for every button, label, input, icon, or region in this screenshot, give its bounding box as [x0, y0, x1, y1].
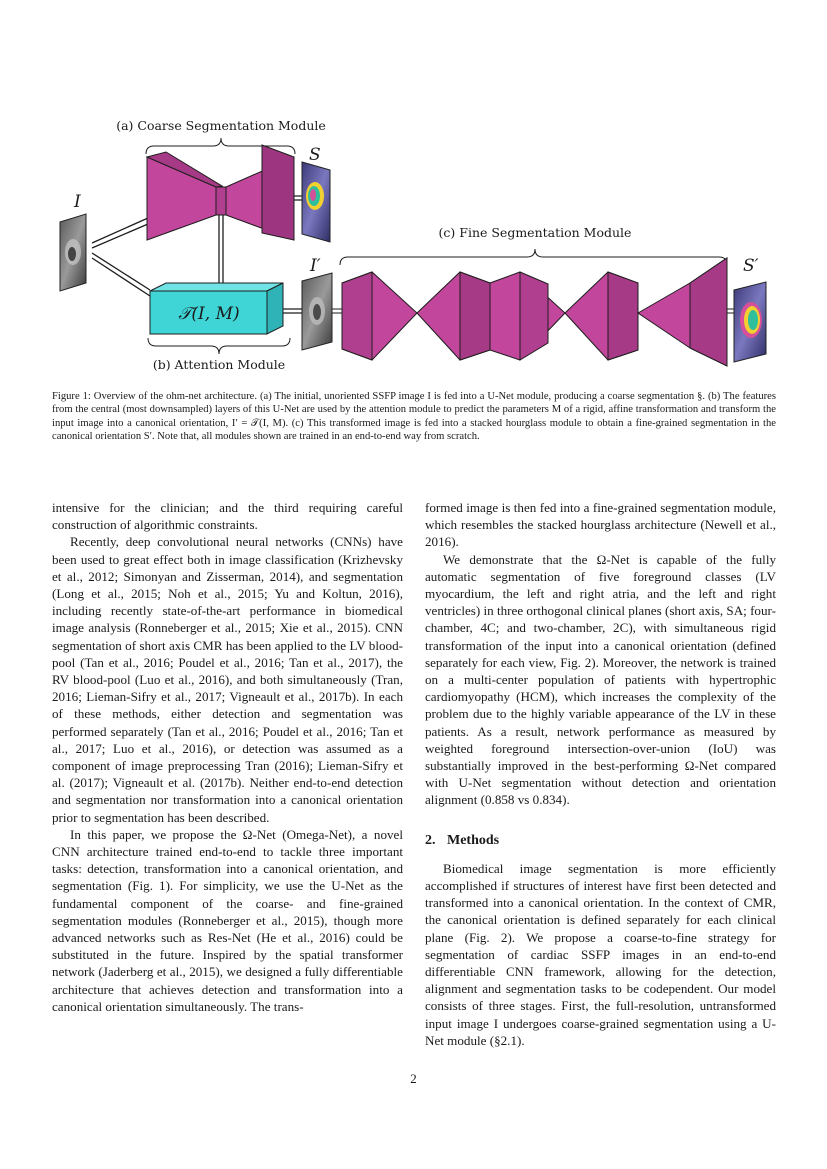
fine-module-label: (c) Fine Segmentation Module	[438, 225, 632, 240]
right-paragraph-2: We demonstrate that the Ω-Net is capable of the fully automatic segmentation of five foreground classes (LV myocardium, the left and right atria, and the left and right ventricles) in three orthogonal clinical planes (short axis, SA; four-chamber, 4C; and two-chamber, 2C), with simultaneous rigid transformation of the input into a canonical orientation (defined separately for each view, Fig. 2). Moreover, the network is trained on a multi-center population of patients with hypertrophic cardiomyopathy (HCM), which increases the complexity of the problem due to the highly variable appearance of the LV in these patients. As a result, network performance as measured by weighted foreground intersection-over-union (IoU) was substantially improved in the best-performing Ω-Net compared with U-Net segmentation without detection and orientation alignment (0.858 vs 0.834).	[425, 551, 776, 808]
fine-stacked-hourglass	[332, 258, 736, 366]
left-paragraph-3: In this paper, we propose the Ω-Net (Omega-Net), a novel CNN architecture trained end-to-end to tackle three important tasks: detection, transformation into a canonical orientation, and segmentation (Fig. 1). For simplicity, we use the U-Net as the fundamental component of the coarse- and fine-grained segmentation modules (Ronneberger et al., 2015), though more advanced networks such as Res-Net (He et al., 2016) could be substituted in the future. Inspired by the spatial transformer network (Jaderberg et al., 2015), we designed a fully differentiable architecture that achieves detection and transformation into a canonical orientation simultaneously. The trans-	[52, 826, 403, 1014]
coarse-module-label: (a) Coarse Segmentation Module	[116, 118, 326, 133]
caption-prefix: Figure 1:	[52, 391, 91, 402]
coarse-segmentation-image	[302, 162, 330, 242]
attention-module-brace	[148, 338, 290, 354]
page-number: 2	[410, 1071, 417, 1086]
coarse-unet	[147, 145, 294, 240]
fine-output-symbol: S′	[743, 256, 759, 276]
transformed-image-symbol: I′	[310, 256, 321, 276]
right-paragraph-3: Biomedical image segmentation is more efficiently accomplished if structures of interest have first been detected and transformed into a canonical orientation. In the context of CMR, the canonical orientation is defined separately for each clinical plane (Fig. 2). We propose a coarse-to-fine strategy for segmentation of cardiac SSFP images in an end-to-end differentiable CNN framework, allowing for the detection, alignment and segmentation tasks to be codependent. Our model consists of three stages. First, the full-resolution, untransformed input image I undergoes coarse-grained segmentation using a U-Net module (§2.1).	[425, 860, 776, 1048]
input-mri-image	[60, 214, 86, 291]
left-paragraph-2: Recently, deep convolutional neural networks (CNNs) have been used to great effect both in image classification (Krizhevsky et al., 2012; Simonyan and Zisserman, 2014), and segmentation (Long et al., 2015; Noh et al., 2015; Yu and Koltun, 2016), including recently state-of-the-art performance in biomedical image analysis (Ronneberger et al., 2015; Xie et al., 2015). CNN segmentation of short axis CMR has been applied to the LV blood-pool (Tan et al., 2016; Poudel et al., 2016; Tan et al., 2017), the RV blood-pool (Luo et al., 2016), and both simultaneously (Tran, 2016; Lieman-Sifry et al., 2017; Vigneault et al., 2017b). In each of these methods, either detection and segmentation was performed separately (Tan et al., 2016; Poudel et al., 2016; Tan et al., 2017; Luo et al., 2016), or detection was assumed as a component of image preprocessing Tran (2016); Lieman-Sifry et al. (2017); Vigneault et al. (2017b). Neither end-to-end detection and segmentation nor transformation into a canonical orientation prior to segmentation has been described.	[52, 534, 403, 825]
section-title: Methods	[447, 832, 500, 848]
caption-text: Overview of the ohm-net architecture. (a) The initial, unoriented SSFP image I is fed into a U-Net module, producing a coarse segmentation §. (b) The features from the central (most downsampled) layers of this U-Net are used by the attention module to predict the parameters M of a rigid, affine transformation and transform the input image into a canonical orientation, I′ = 𝒯(I, M). (c) This transformed image is fed into a stacked hourglass module to obtain a fine-grained segmentation in the canonical orientation S′. Note that, all modules shown are trained in an end-to-end way from scratch.	[52, 391, 776, 443]
fine-module-brace	[340, 249, 727, 265]
section-number: 2.	[425, 832, 436, 848]
section-heading	[425, 832, 776, 849]
figure-caption	[52, 390, 776, 444]
attention-module-label: (b) Attention Module	[152, 357, 286, 372]
left-column	[52, 499, 403, 1015]
right-column	[425, 499, 776, 1049]
fine-segmentation-image	[734, 282, 766, 362]
transformed-mri-image	[302, 273, 332, 350]
input-image-symbol: I	[74, 192, 81, 212]
right-paragraph-1: formed image is then fed into a fine-grained segmentation module, which resembles the stacked hourglass architecture (Newell et al., 2016).	[425, 500, 776, 550]
left-paragraph-1: intensive for the clinician; and the third requiring careful construction of algorithmic constraints.	[52, 500, 403, 533]
coarse-output-symbol: S	[309, 145, 321, 165]
transform-label: 𝒯(I, M)	[178, 304, 240, 324]
architecture-figure	[0, 0, 827, 390]
